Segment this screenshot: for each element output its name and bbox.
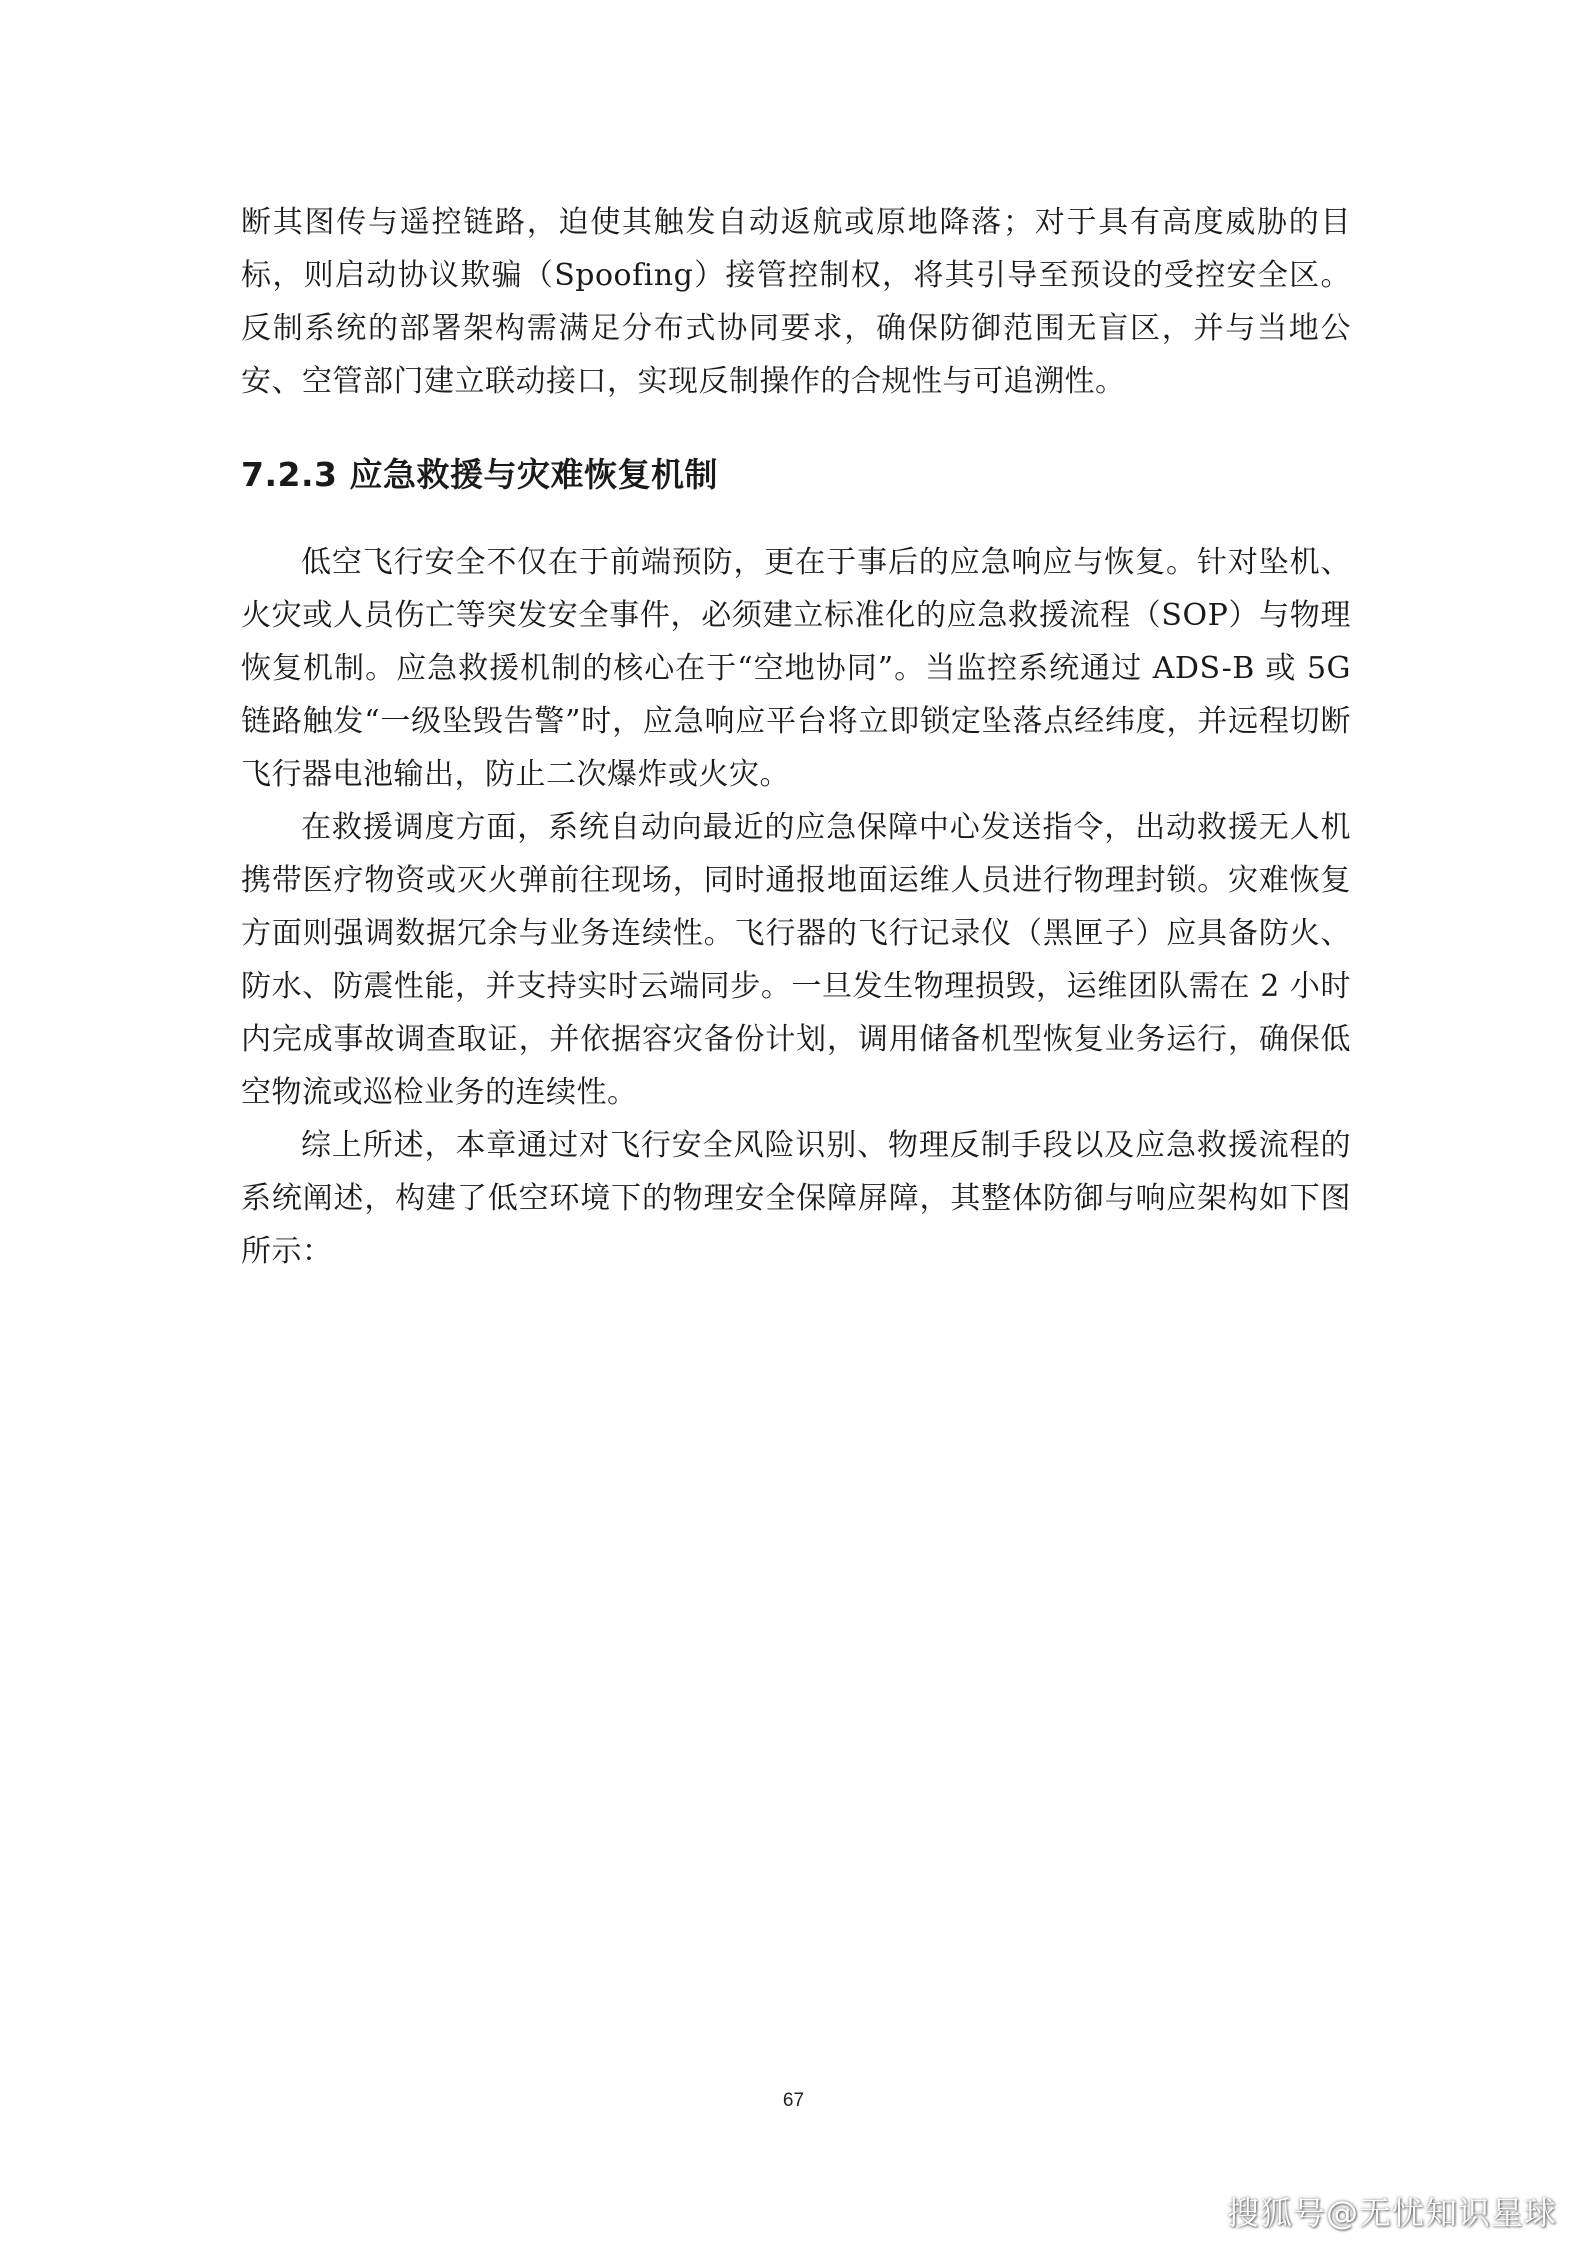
intro-paragraph: 断其图传与遥控链路，迫使其触发自动返航或原地降落；对于具有高度威胁的目标，则启动协议欺骗（Spoofing）接管控制权，将其引导至预设的受控安全区。反制系统的部署架构需满足分布式协同要求，确保防御范围无盲区，并与当地公安、空管部门建立联动接口，实现反制操作的合规性与可追溯性。 bbox=[241, 205, 1351, 399]
page-content bbox=[241, 196, 1351, 1278]
body-paragraph-1: 低空飞行安全不仅在于前端预防，更在于事后的应急响应与恢复。针对坠机、火灾或人员伤亡等突发安全事件，必须建立标准化的应急救援流程（SOP）与物理恢复机制。应急救援机制的核心在于“空地协同”。当监控系统通过 ADS-B 或 5G 链路触发“一级坠毁告警”时，应急响应平台将立即锁定坠落点经纬度，并远程切断飞行器电池输出，防止二次爆炸或火灾。 bbox=[241, 545, 1351, 792]
body-paragraph-3: 综上所述，本章通过对飞行安全风险识别、物理反制手段以及应急救援流程的系统阐述，构建了低空环境下的物理安全保障屏障，其整体防御与响应架构如下图所示： bbox=[241, 1128, 1351, 1269]
body-paragraph-2: 在救援调度方面，系统自动向最近的应急保障中心发送指令，出动救援无人机携带医疗物资或灭火弹前往现场，同时通报地面运维人员进行物理封锁。灾难恢复方面则强调数据冗余与业务连续性。飞行器的飞行记录仪（黑匣子）应具备防火、防水、防震性能，并支持实时云端同步。一旦发生物理损毁，运维团队需在 2 小时内完成事故调查取证，并依据容灾备份计划，调用储备机型恢复业务运行，确保低空物流或巡检业务的连续性。 bbox=[241, 810, 1351, 1110]
watermark: 搜狐号@无忧知识星球 bbox=[1226, 2194, 1557, 2232]
section-heading: 7.2.3 应急救援与灾难恢复机制 bbox=[241, 455, 718, 494]
page-number: 67 bbox=[782, 2090, 805, 2111]
